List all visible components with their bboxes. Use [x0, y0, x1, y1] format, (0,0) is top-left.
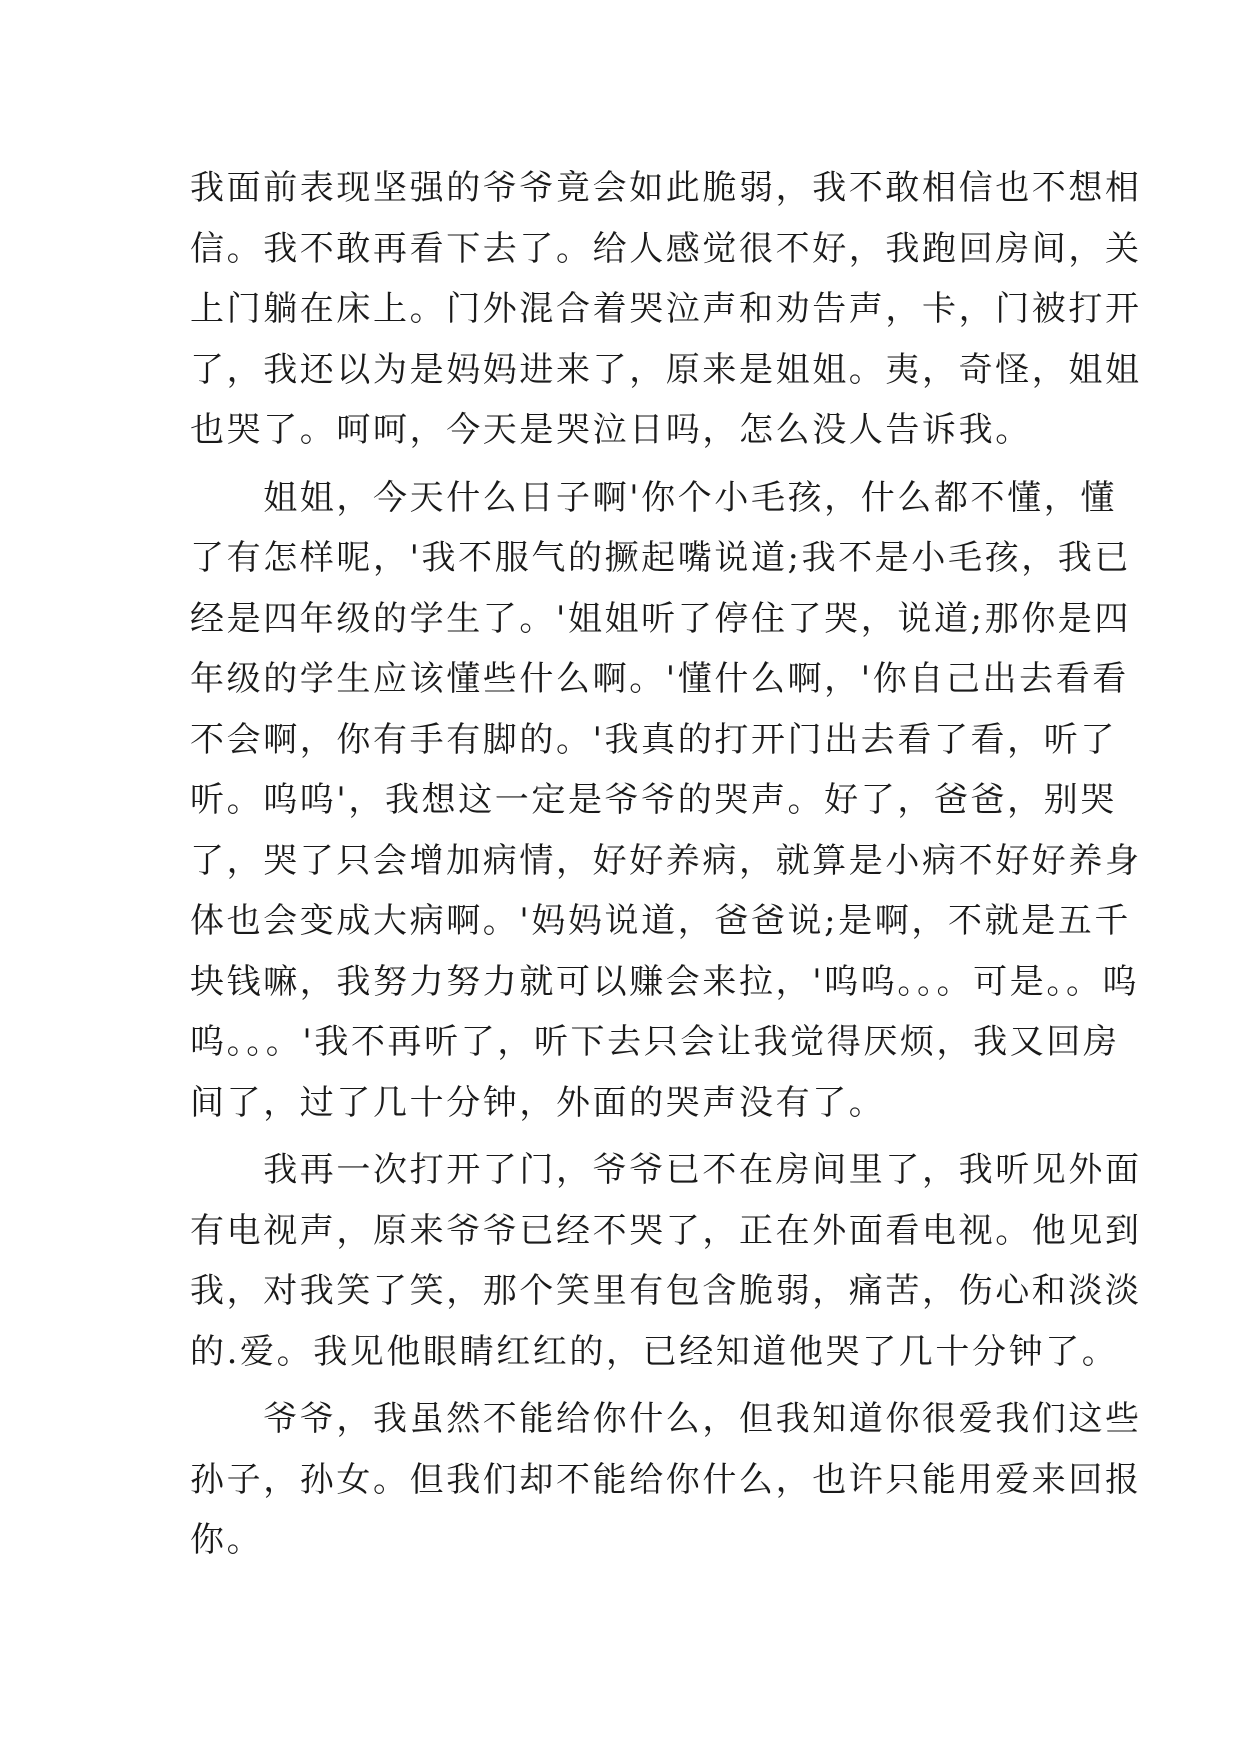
paragraph-3	[190, 1140, 1142, 1382]
text-line: 不会啊，你有手有脚的。'我真的打开门出去看了看，听了	[190, 719, 1117, 760]
text-line: 了有怎样呢，'我不服气的撅起嘴说道;我不是小毛孩，我已	[190, 538, 1131, 578]
paragraph-spacer	[190, 1382, 1060, 1389]
body-text	[190, 158, 1142, 1571]
text-line: 也哭了。呵呵，今天是哭泣日吗，怎么没人告诉我。	[190, 410, 1032, 450]
paragraph-spacer	[190, 461, 1060, 468]
text-line: 听。呜呜'，我想这一定是爷爷的哭声。好了，爸爸，别哭	[190, 780, 1117, 820]
text-line: 信。我不敢再看下去了。给人感觉很不好，我跑回房间，关	[190, 228, 1142, 269]
text-line: 经是四年级的学生了。'姐姐听了停住了哭，说道;那你是四	[190, 598, 1131, 639]
text-line: 块钱嘛，我努力努力就可以赚会来拉，'呜呜。。。可是。。呜	[190, 961, 1140, 1002]
text-line: 我，对我笑了笑，那个笑里有包含脆弱，痛苦，伤心和淡淡	[190, 1271, 1142, 1311]
text-line: 有电视声，原来爷爷已经不哭了，正在外面看电视。他见到	[190, 1210, 1142, 1251]
text-line: 的.爱。我见他眼睛红红的，已经知道他哭了几十分钟了。	[190, 1331, 1119, 1372]
paragraph-spacer	[190, 1133, 1060, 1140]
text-line: 孙子，孙女。但我们却不能给你什么，也许只能用爱来回报	[190, 1459, 1142, 1500]
paragraph-2	[190, 468, 1142, 1134]
text-line: 我面前表现坚强的爷爷竟会如此脆弱，我不敢相信也不想相	[190, 168, 1142, 208]
text-line: 年级的学生应该懂些什么啊。'懂什么啊，'你自己出去看看	[190, 659, 1129, 699]
text-line: 你。	[190, 1520, 264, 1560]
paragraph-1	[190, 158, 1142, 461]
text-line: 呜。。。'我不再听了，听下去只会让我觉得厌烦，我又回房	[190, 1022, 1120, 1062]
text-line: 了，哭了只会增加病情，好好养病，就算是小病不好好养身	[190, 840, 1142, 881]
text-line: 间了，过了几十分钟，外面的哭声没有了。	[190, 1082, 886, 1123]
text-line: 姐姐，今天什么日子啊'你个小毛孩，什么都不懂，懂	[190, 477, 1117, 518]
paragraph-4	[190, 1389, 1142, 1571]
text-line: 体也会变成大病啊。'妈妈说道，爸爸说;是啊，不就是五千	[190, 901, 1131, 941]
text-line: 了，我还以为是妈妈进来了，原来是姐姐。夷，奇怪，姐姐	[190, 349, 1142, 390]
text-line: 上门躺在床上。门外混合着哭泣声和劝告声，卡，门被打开	[190, 289, 1142, 329]
text-line: 爷爷，我虽然不能给你什么，但我知道你很爱我们这些	[190, 1399, 1142, 1439]
text-line: 我再一次打开了门，爷爷已不在房间里了，我听见外面	[190, 1150, 1142, 1190]
